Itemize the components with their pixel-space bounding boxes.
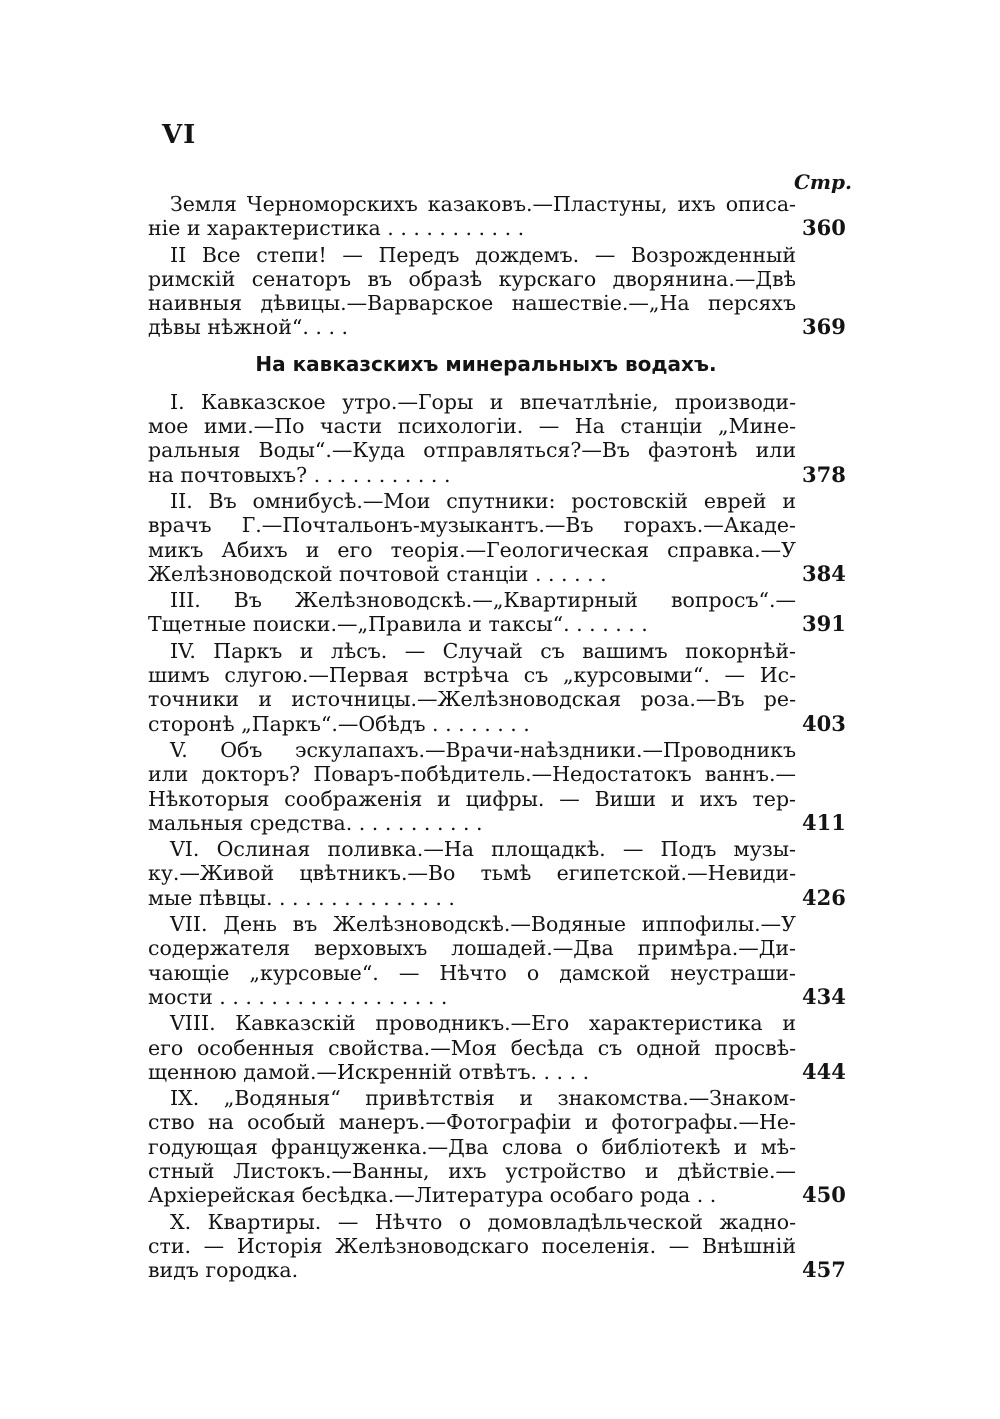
toc-entry-text: мые пѣвцы. . . . . . . . . . . . . . .	[148, 885, 455, 910]
toc-entry-text: ральныя Воды“.—Куда отправляться?—Въ фаэтонѣ или	[148, 438, 796, 463]
toc-page-number: 391	[802, 611, 846, 637]
toc-entry-line	[148, 961, 854, 985]
toc-entry-line	[148, 738, 854, 762]
toc-page-number: 444	[802, 1058, 846, 1084]
toc-entry-line	[148, 216, 854, 240]
toc-entry-line	[148, 1110, 854, 1134]
toc-entry-text: годующая француженка.—Два слова о библіотекѣ и мѣ-	[148, 1134, 796, 1159]
toc-entry-line	[148, 912, 854, 936]
toc-entry-text: V. Объ эскулапахъ.—Врачи-наѣздники.—Проводникъ	[170, 737, 796, 762]
toc-entry-text: чающіе „курсовые“. — Нѣчто о дамской неустраши-	[148, 960, 796, 985]
toc-entry-line	[148, 438, 854, 462]
toc-entry-text: мое ими.—По части психологіи. — На станціи „Мине-	[148, 414, 796, 439]
toc-entry-line	[148, 1060, 854, 1084]
toc-page-number: 378	[802, 461, 846, 487]
toc-entry-line	[148, 588, 854, 612]
toc-entry-line	[148, 811, 854, 835]
toc-entry-line	[148, 936, 854, 960]
toc-entry-text: шимъ слугою.—Первая встрѣча съ „курсовыми“. — Ис-	[148, 663, 796, 688]
toc-entry-text: точники и источницы.—Желѣзноводская роза.—Въ ре-	[148, 687, 796, 712]
toc-entry-line	[148, 1086, 854, 1110]
toc-entry-text: мальныя средства. . . . . . . . . . .	[148, 810, 483, 835]
toc-entry-line	[148, 1135, 854, 1159]
toc-entry-text: I. Кавказское утро.—Горы и впечатлѣніе, производи-	[170, 389, 796, 414]
toc-entry-line	[148, 291, 854, 315]
toc-entry	[148, 1086, 854, 1207]
toc-entry-text: врачъ Г.—Почтальонъ-музыкантъ.—Въ горахъ.—Акаде-	[148, 513, 796, 538]
toc-entry-line	[148, 1210, 854, 1234]
toc-page-number: 403	[802, 710, 846, 736]
toc-entry	[148, 912, 854, 1009]
toc-entry-text: микъ Абихъ и его теорія.—Геологическая справка.—У	[148, 537, 796, 562]
toc-entry-line	[148, 837, 854, 861]
toc-entry-line	[148, 663, 854, 687]
toc-entry-text: видъ городка.	[148, 1258, 299, 1283]
toc-entry-line	[148, 1183, 854, 1207]
toc-page-number: 457	[802, 1257, 846, 1283]
toc-page-number: 434	[802, 983, 846, 1009]
toc-page-number: 369	[802, 314, 846, 340]
toc-entry-text: Тщетные поиски.—„Правила и таксы“. . . . . . .	[148, 612, 648, 637]
toc-entry-text: X. Квартиры. — Нѣчто о домовладѣльческой жадно-	[170, 1209, 796, 1234]
toc-entry-line	[148, 886, 854, 910]
toc-page-number: 411	[802, 809, 846, 835]
toc-entry-line	[148, 687, 854, 711]
toc-entry-text: стный Листокъ.—Ванны, ихъ устройство и дѣйствіе.—	[148, 1158, 796, 1183]
toc-entry-line	[148, 192, 854, 216]
toc-entry-line	[148, 267, 854, 291]
toc-entry-text: VI. Ослиная поливка.—На площадкѣ. — Подъ музы-	[170, 837, 796, 862]
toc-entry-text: на почтовыхъ? . . . . . . . . . . .	[148, 462, 451, 487]
toc-entry-line	[148, 538, 854, 562]
toc-entry-text: сти. — Исторія Желѣзноводскаго поселенія. — Внѣшній	[148, 1233, 796, 1258]
toc-entry-line	[148, 414, 854, 438]
toc-entry	[148, 192, 854, 241]
toc-entry-text: IV. Паркъ и лѣсъ. — Случай съ вашимъ покорнѣй-	[170, 638, 796, 663]
toc-entry-text: IX. „Водяныя“ привѣтствія и знакомства.—Знаком-	[170, 1086, 796, 1111]
toc-section-2	[148, 390, 854, 1283]
toc-entry-text: III. Въ Желѣзноводскѣ.—„Квартирный вопросъ“.—	[170, 588, 796, 613]
toc-section-1	[148, 192, 854, 340]
toc-entry	[148, 738, 854, 835]
toc-entry-line	[148, 513, 854, 537]
toc-entry-line	[148, 985, 854, 1009]
toc-entry-text: VII. День въ Желѣзноводскѣ.—Водяные иппофилы.—У	[170, 912, 796, 937]
table-of-contents	[148, 192, 854, 1284]
toc-entry	[148, 588, 854, 637]
toc-entry-text: ство на особый манеръ.—Фотографіи и фотографы.—Не-	[148, 1110, 796, 1135]
toc-entry	[148, 1011, 854, 1084]
toc-page-number: 426	[802, 884, 846, 910]
toc-entry-text: наивныя дѣвицы.—Варварское нашествіе.—„На персяхъ	[148, 291, 796, 316]
toc-page-number: 360	[802, 215, 846, 241]
toc-page-number: 384	[802, 560, 846, 586]
toc-entry-text: II. Въ омнибусѣ.—Мои спутники: ростовскій еврей и	[170, 488, 796, 513]
toc-entry-text: Желѣзноводской почтовой станціи . . . . . .	[148, 561, 607, 586]
toc-entry-line	[148, 762, 854, 786]
section-heading: На кавказскихъ минеральныхъ водахъ.	[255, 351, 717, 376]
toc-entry-text: II Все степи! — Передъ дождемъ. — Возрожденный	[170, 242, 796, 267]
toc-entry-text: VIII. Кавказскій проводникъ.—Его характеристика и	[170, 1011, 796, 1036]
toc-entry-text: сторонѣ „Паркъ“.—Обѣдъ . . . . . . . .	[148, 711, 530, 736]
toc-entry-text: римскій сенаторъ въ образѣ курскаго дворянина.—Двѣ	[148, 266, 796, 291]
toc-entry	[148, 489, 854, 586]
toc-entry-text: его особенныя свойства.—Моя бесѣда съ одной просвѣ-	[148, 1035, 796, 1060]
toc-entry-text: Земля Черноморскихъ казаковъ.—Пластуны, ихъ описа-	[170, 192, 796, 216]
toc-entry	[148, 1210, 854, 1283]
toc-page-number: 450	[802, 1182, 846, 1208]
toc-entry	[148, 639, 854, 736]
toc-entry-line	[148, 1258, 854, 1282]
page-column-label: Стр.	[793, 170, 852, 194]
toc-entry-line	[148, 1234, 854, 1258]
toc-entry-line	[148, 243, 854, 267]
toc-entry	[148, 837, 854, 910]
toc-entry-text: ку.—Живой цвѣтникъ.—Во тьмѣ египетской.—Невиди-	[148, 861, 796, 886]
toc-entry-text: Архіерейская бесѣдка.—Литература особаго рода . .	[148, 1183, 717, 1208]
toc-entry-text: или докторъ? Поваръ-побѣдитель.—Недостатокъ ваннъ.—	[148, 762, 796, 787]
toc-entry-line	[148, 562, 854, 586]
toc-entry	[148, 390, 854, 487]
toc-entry-line	[148, 612, 854, 636]
toc-entry-line	[148, 489, 854, 513]
toc-entry-text: щенною дамой.—Искренній отвѣтъ. . . . .	[148, 1059, 590, 1084]
toc-entry-text: мости . . . . . . . . . . . . . . . . . .	[148, 984, 448, 1009]
page-folio: VI	[162, 120, 197, 150]
toc-entry-line	[148, 712, 854, 736]
toc-entry-line	[148, 1036, 854, 1060]
toc-entry-line	[148, 315, 854, 339]
toc-entry-line	[148, 1011, 854, 1035]
toc-entry-line	[148, 861, 854, 885]
toc-entry-line	[148, 1159, 854, 1183]
toc-entry	[148, 243, 854, 340]
toc-entry-text: Нѣкоторыя соображенія и цифры. — Виши и ихъ тер-	[148, 786, 796, 811]
toc-entry-line	[148, 787, 854, 811]
toc-entry-line	[148, 639, 854, 663]
toc-entry-text: ніе и характеристика . . . . . . . . . . .	[148, 216, 525, 241]
toc-entry-line	[148, 463, 854, 487]
toc-entry-text: содержателя верховыхъ лошадей.—Два примѣра.—Ди-	[148, 936, 796, 961]
toc-entry-line	[148, 390, 854, 414]
toc-entry-text: дѣвы нѣжной“. . . .	[148, 315, 349, 340]
